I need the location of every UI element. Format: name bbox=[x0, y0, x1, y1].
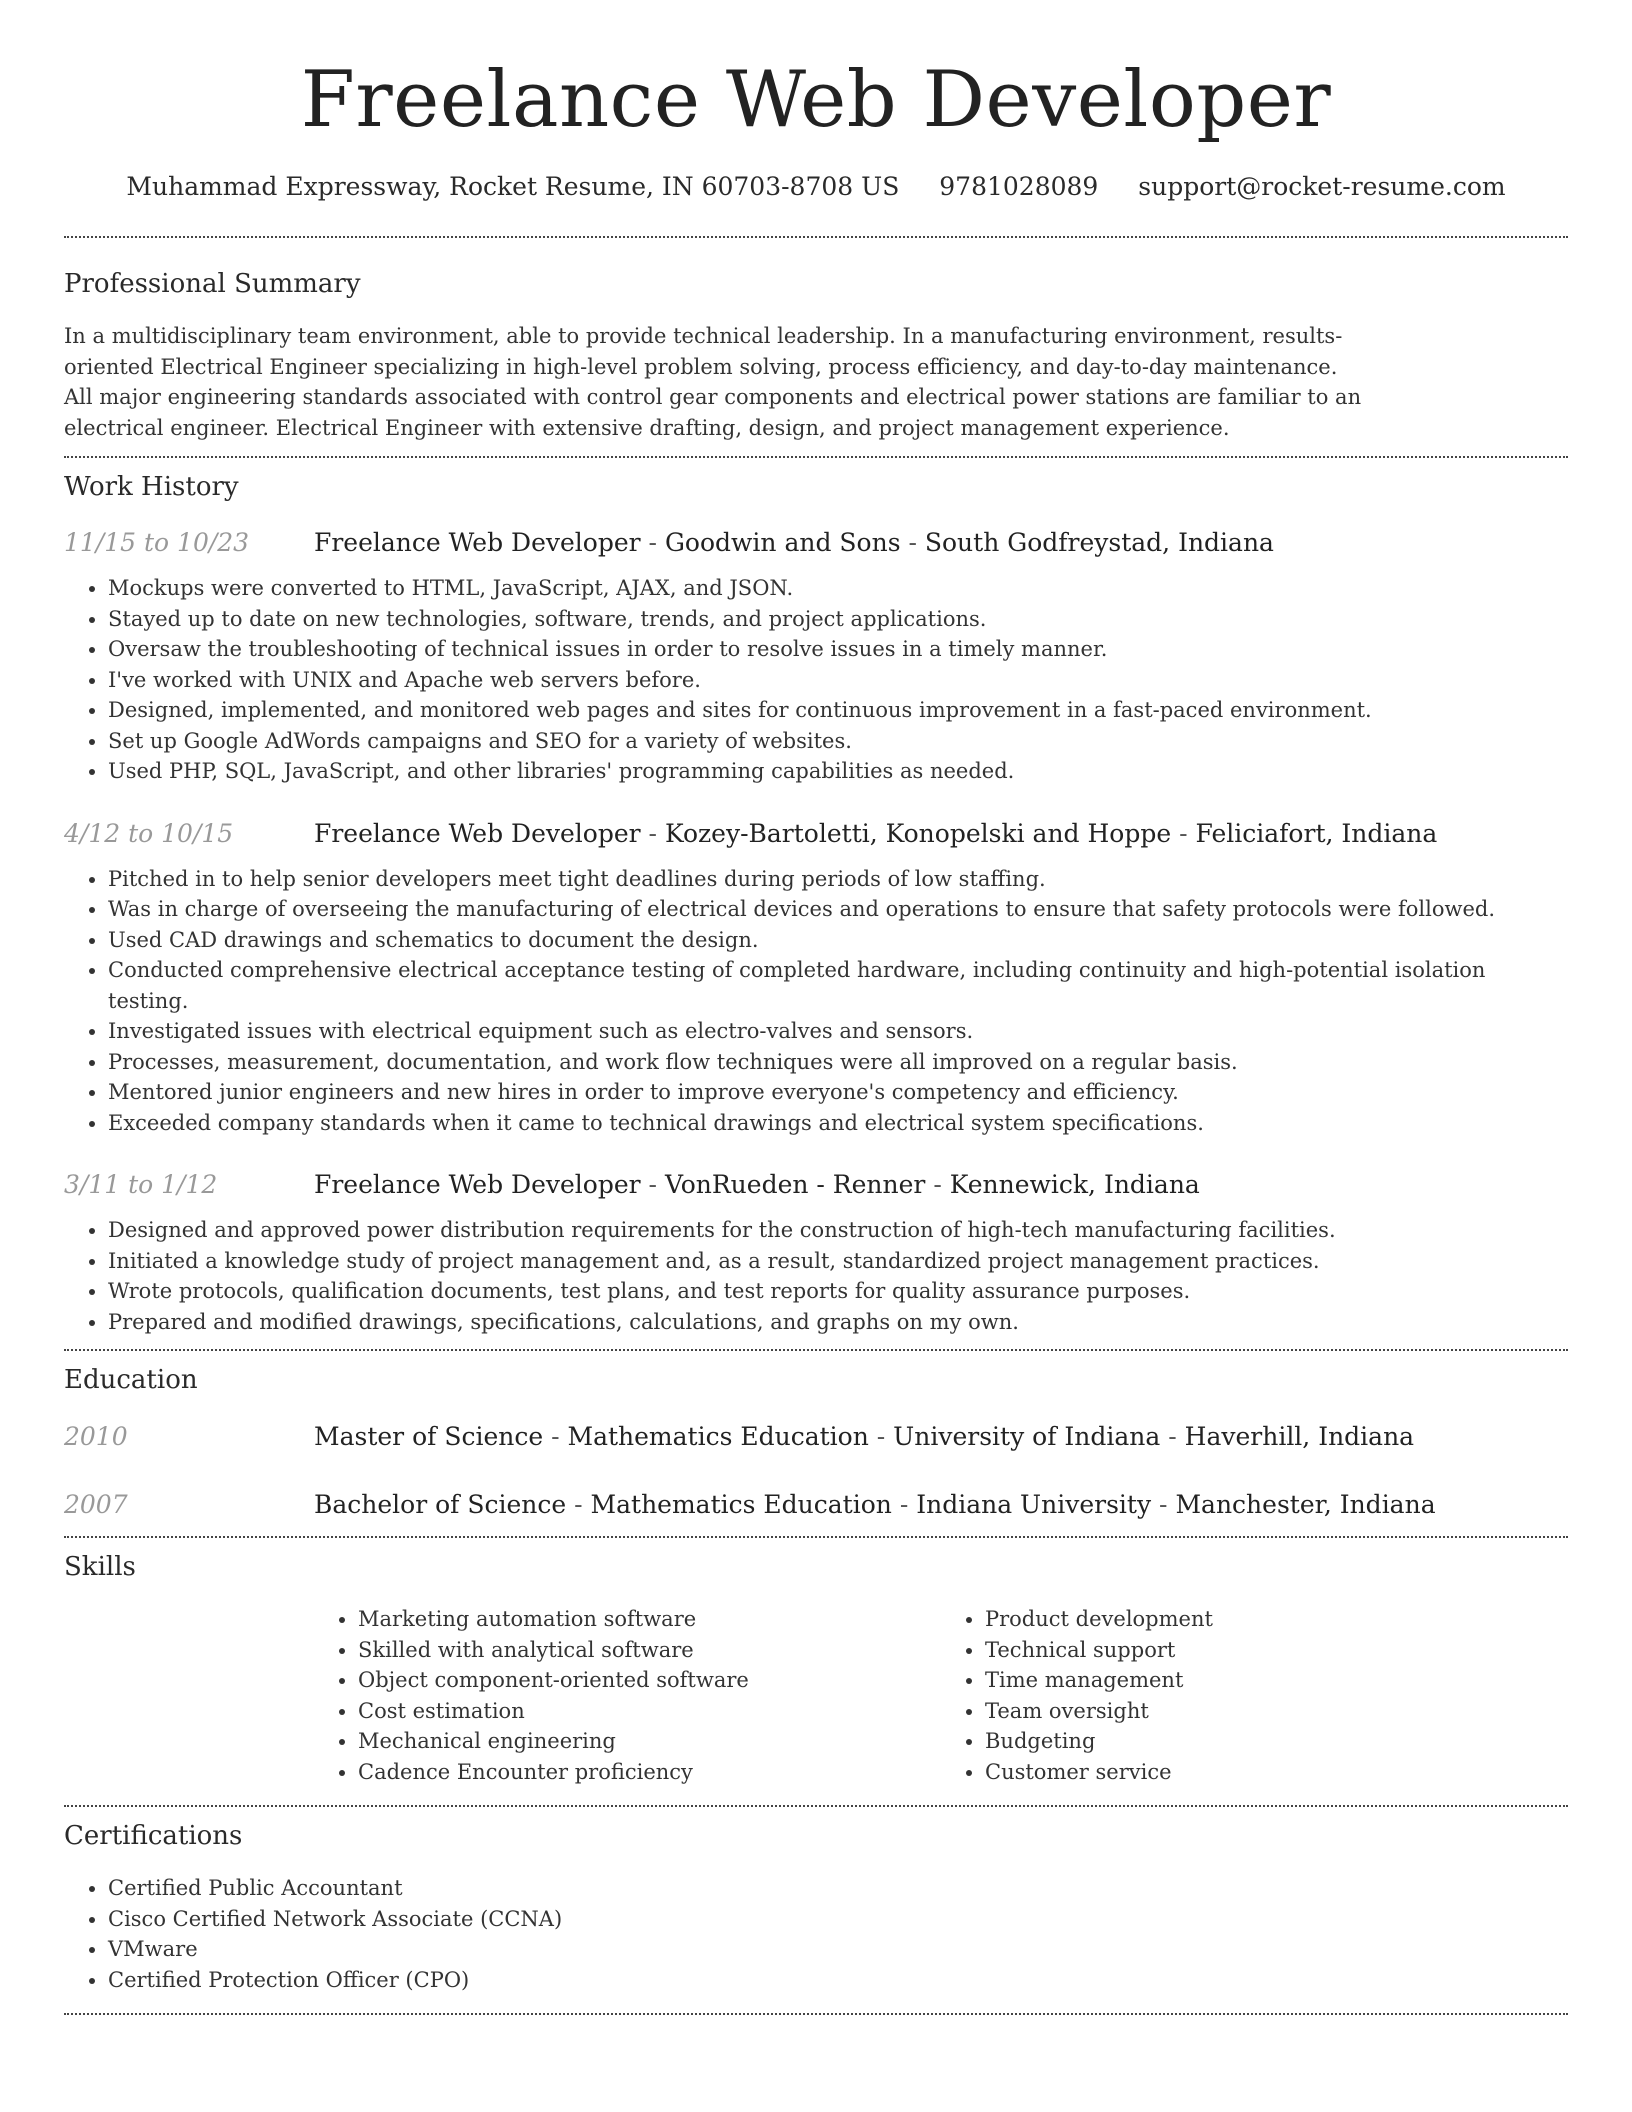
education-school: Indiana University bbox=[916, 1490, 1152, 1519]
job-entry bbox=[64, 526, 1568, 787]
job-company: VonRueden - Renner bbox=[664, 1170, 926, 1199]
list-item: • Used CAD drawings and schematics to document the design. bbox=[108, 925, 1568, 956]
separator: - bbox=[925, 1170, 950, 1199]
list-item: • Wrote protocols, qualification documents, test plans, and test reports for quality assurance purposes. bbox=[108, 1276, 1568, 1307]
separator: - bbox=[640, 528, 665, 557]
section-divider bbox=[64, 2013, 1568, 2015]
job-entry bbox=[64, 1168, 1568, 1337]
list-item: • Skilled with analytical software bbox=[358, 1635, 941, 1666]
list-item: • Oversaw the troubleshooting of technical issues in order to resolve issues in a timely manner. bbox=[108, 634, 1568, 665]
job-heading bbox=[314, 526, 1274, 560]
list-item: • Technical support bbox=[985, 1635, 1568, 1666]
education-year: 2007 bbox=[64, 1490, 128, 1519]
list-item: • Was in charge of overseeing the manufacturing of electrical devices and operations to ensure that safety protocols were followed. bbox=[108, 894, 1568, 925]
section-divider bbox=[64, 236, 1568, 238]
separator: - bbox=[1151, 1490, 1176, 1519]
job-dates: 4/12 to 10/15 bbox=[64, 818, 234, 848]
list-item: • Stayed up to date on new technologies, software, trends, and project applications. bbox=[108, 604, 1568, 635]
education-section bbox=[64, 1363, 1568, 1522]
list-item: • Designed, implemented, and monitored web pages and sites for continuous improvement in a fast-paced environment. bbox=[108, 695, 1568, 726]
list-item: • Designed and approved power distribution requirements for the construction of high-tech manufacturing facilities. bbox=[108, 1215, 1568, 1246]
list-item: • Pitched in to help senior developers meet tight deadlines during periods of low staffing. bbox=[108, 864, 1568, 895]
education-entry bbox=[64, 1420, 1568, 1454]
list-item: • Time management bbox=[985, 1665, 1568, 1696]
contact-phone: 9781028089 bbox=[939, 172, 1099, 201]
skills-list-right bbox=[941, 1604, 1568, 1787]
list-item: • Processes, measurement, documentation, and work flow techniques were all improved on a regular basis. bbox=[108, 1047, 1568, 1078]
job-heading bbox=[314, 1168, 1200, 1202]
list-item: • Prepared and modified drawings, specifications, calculations, and graphs on my own. bbox=[108, 1307, 1568, 1338]
education-field: Mathematics Education bbox=[567, 1422, 869, 1451]
list-item: • Certified Public Accountant bbox=[108, 1873, 1568, 1904]
education-entry bbox=[64, 1488, 1568, 1522]
job-company: Kozey-Bartoletti, Konopelski and Hoppe bbox=[664, 818, 1172, 848]
education-field: Mathematics Education bbox=[590, 1490, 892, 1519]
contact-email: support@rocket-resume.com bbox=[1138, 172, 1506, 201]
education-degree: Bachelor of Science bbox=[314, 1490, 567, 1519]
list-item: • Exceeded company standards when it came to technical drawings and electrical system specifications. bbox=[108, 1108, 1568, 1139]
summary-section bbox=[64, 267, 1568, 443]
job-location: South Godfreystad, Indiana bbox=[924, 528, 1274, 557]
job-dates: 3/11 to 1/12 bbox=[64, 1170, 218, 1199]
certifications-section bbox=[64, 1819, 1568, 1995]
job-bullets bbox=[64, 864, 1568, 1139]
separator: - bbox=[566, 1490, 591, 1519]
job-heading bbox=[314, 817, 1437, 851]
list-item: • Used PHP, SQL, JavaScript, and other libraries' programming capabilities as needed. bbox=[108, 756, 1568, 787]
education-year: 2010 bbox=[64, 1422, 128, 1451]
list-item: • Cost estimation bbox=[358, 1696, 941, 1727]
job-title: Freelance Web Developer bbox=[314, 528, 641, 557]
section-divider bbox=[64, 456, 1568, 458]
job-dates: 11/15 to 10/23 bbox=[64, 528, 250, 557]
education-degree: Master of Science bbox=[314, 1422, 544, 1451]
list-item: • Mechanical engineering bbox=[358, 1726, 941, 1757]
education-school: University of Indiana bbox=[893, 1422, 1161, 1451]
job-title: Freelance Web Developer bbox=[314, 1170, 641, 1199]
section-heading-certifications: Certifications bbox=[64, 1821, 243, 1851]
skills-section bbox=[64, 1550, 1568, 1787]
list-item: • VMware bbox=[108, 1934, 1568, 1965]
job-bullets bbox=[64, 573, 1568, 787]
list-item: • Mentored junior engineers and new hires in order to improve everyone's competency and efficiency. bbox=[108, 1077, 1568, 1108]
section-heading-skills: Skills bbox=[64, 1552, 136, 1582]
skills-list-left bbox=[314, 1604, 941, 1787]
summary-text: In a multidisciplinary team environment, able to provide technical leadership. In a manufacturing environment, results-oriented Electrical Engineer specializing in high-level problem solving, process efficiency, and day-to-day maintenance. All major engineering standards associated with control gear components and electrical power stations are familiar to an electrical engineer. Electrical Engineer with extensive drafting, design, and project management experience. bbox=[64, 324, 1362, 440]
list-item: • Initiated a knowledge study of project management and, as a result, standardized project management practices. bbox=[108, 1246, 1568, 1277]
list-item: • Cisco Certified Network Associate (CCNA) bbox=[108, 1904, 1568, 1935]
section-heading-education: Education bbox=[64, 1365, 198, 1395]
list-item: • Certified Protection Officer (CPO) bbox=[108, 1965, 1568, 1996]
job-company: Goodwin and Sons bbox=[664, 528, 901, 557]
list-item: • Object component-oriented software bbox=[358, 1665, 941, 1696]
job-title: Freelance Web Developer bbox=[314, 818, 641, 848]
separator: - bbox=[640, 818, 665, 848]
list-item: • Cadence Encounter proficiency bbox=[358, 1757, 941, 1788]
section-divider bbox=[64, 1349, 1568, 1351]
separator: - bbox=[543, 1422, 568, 1451]
job-bullets bbox=[64, 1215, 1568, 1337]
list-item: • Product development bbox=[985, 1604, 1568, 1635]
separator: - bbox=[640, 1170, 665, 1199]
list-item: • Marketing automation software bbox=[358, 1604, 941, 1635]
list-item: • I've worked with UNIX and Apache web servers before. bbox=[108, 665, 1568, 696]
list-item: • Budgeting bbox=[985, 1726, 1568, 1757]
separator: - bbox=[1171, 818, 1196, 848]
contact-address: Muhammad Expressway, Rocket Resume, IN 60703-8708 US bbox=[126, 172, 900, 201]
education-location: Manchester, Indiana bbox=[1175, 1490, 1436, 1519]
separator: - bbox=[900, 528, 925, 557]
resume-title: Freelance Web Developer bbox=[300, 55, 1332, 145]
list-item: • Conducted comprehensive electrical acceptance testing of completed hardware, including continuity and high-potential isolation testing. bbox=[108, 955, 1568, 1016]
job-entry bbox=[64, 817, 1568, 1139]
section-heading-summary: Professional Summary bbox=[64, 269, 361, 299]
list-item: • Mockups were converted to HTML, JavaScript, AJAX, and JSON. bbox=[108, 573, 1568, 604]
separator: - bbox=[868, 1422, 894, 1451]
certifications-list bbox=[64, 1873, 1568, 1995]
skills-columns bbox=[314, 1604, 1568, 1787]
list-item: • Investigated issues with electrical equipment such as electro-valves and sensors. bbox=[108, 1016, 1568, 1047]
separator: - bbox=[1160, 1422, 1185, 1451]
separator: - bbox=[891, 1490, 917, 1519]
section-heading-work: Work History bbox=[64, 472, 239, 502]
list-item: • Team oversight bbox=[985, 1696, 1568, 1727]
list-item: • Customer service bbox=[985, 1757, 1568, 1788]
contact-info bbox=[64, 170, 1568, 204]
education-heading bbox=[314, 1488, 1436, 1522]
education-heading bbox=[314, 1420, 1414, 1454]
list-item: • Set up Google AdWords campaigns and SEO for a variety of websites. bbox=[108, 726, 1568, 757]
job-location: Feliciafort, Indiana bbox=[1195, 818, 1438, 848]
job-location: Kennewick, Indiana bbox=[949, 1170, 1200, 1199]
education-location: Haverhill, Indiana bbox=[1184, 1422, 1415, 1451]
work-history-section bbox=[64, 470, 1568, 1337]
section-divider bbox=[64, 1805, 1568, 1807]
section-divider bbox=[64, 1536, 1568, 1538]
